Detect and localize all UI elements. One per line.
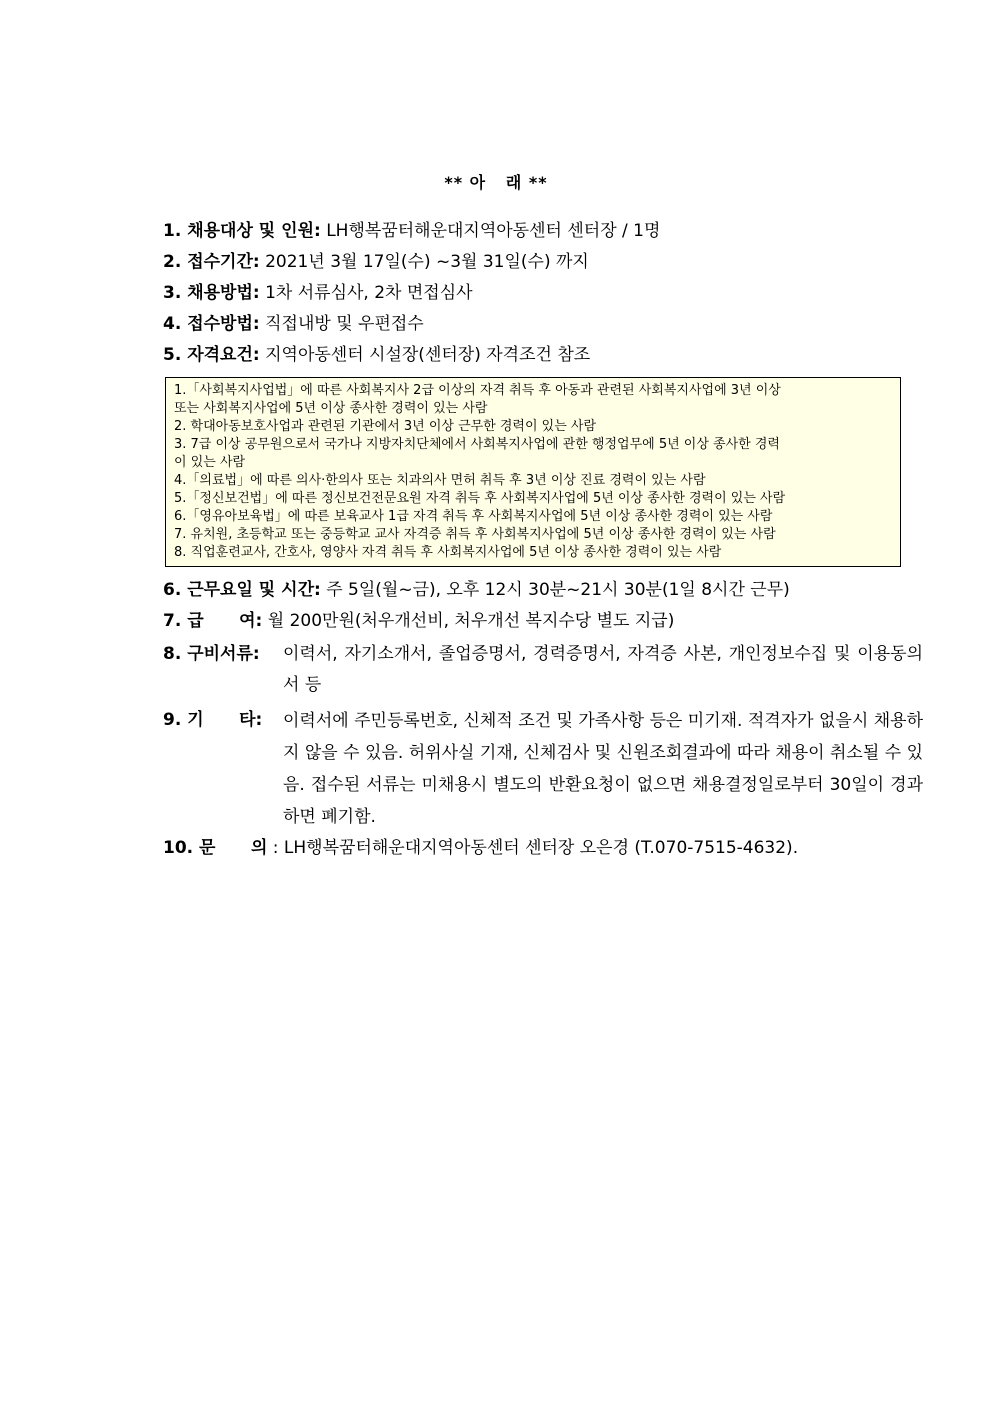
item-value: 주 5일(월~금), 오후 12시 30분~21시 30분(1일 8시간 근무) — [320, 580, 790, 600]
qualification-line: 3. 7급 이상 공무원으로서 국가나 지방자치단체에서 사회복지사업에 관한 행정업무에 5년 이상 종사한 경력 — [174, 437, 780, 452]
item-work-schedule — [163, 575, 923, 606]
qualification-line: 또는 사회복지사업에 5년 이상 종사한 경력이 있는 사람 — [174, 401, 488, 416]
qualification-line: 7. 유치원, 초등학교 또는 중등학교 교사 자격증 취득 후 사회복지사업에 5년 이상 종사한 경력이 있는 사람 — [174, 527, 776, 542]
qualification-line: 이 있는 사람 — [174, 455, 246, 470]
item-value: 지역아동센터 시설장(센터장) 자격조건 참조 — [259, 345, 591, 365]
item-label: 6. 근무요일 및 시간: — [163, 580, 321, 600]
item-value: 2021년 3월 17일(수) ~3월 31일(수) 까지 — [259, 252, 589, 272]
qualification-line: 4.「의료법」에 따른 의사·한의사 또는 치과의사 면허 취득 후 3년 이상 진료 경력이 있는 사람 — [174, 473, 706, 488]
item-value: 직접내방 및 우편접수 — [259, 314, 424, 334]
qualification-box — [165, 377, 901, 567]
notice-heading: ** 아 래 ** — [444, 173, 548, 192]
item-value: 1차 서류심사, 2차 면접심사 — [259, 283, 473, 303]
item-recruit-target — [163, 216, 923, 247]
item-label: 2. 접수기간: — [163, 252, 260, 272]
item-label: 3. 채용방법: — [163, 283, 260, 303]
item-submission-method — [163, 309, 923, 340]
item-value: 월 200만원(처우개선비, 처우개선 복지수당 별도 지급) — [262, 611, 675, 631]
item-label: 8. 구비서류: — [163, 644, 260, 664]
recruitment-details — [163, 216, 923, 864]
item-required-documents — [163, 639, 923, 701]
item-label: 4. 접수방법: — [163, 314, 260, 334]
item-label: 5. 자격요건: — [163, 345, 260, 365]
item-label: 9. 기 타: — [163, 710, 263, 730]
item-value: LH행복꿈터해운대지역아동센터 센터장 / 1명 — [320, 221, 661, 241]
item-label: 1. 채용대상 및 인원: — [163, 221, 321, 241]
item-recruit-method — [163, 278, 923, 309]
qualification-line: 2. 학대아동보호사업과 관련된 기관에서 3년 이상 근무한 경력이 있는 사람 — [174, 419, 597, 434]
qualification-line: 6.「영유아보육법」에 따른 보육교사 1급 자격 취득 후 사회복지사업에 5년 이상 종사한 경력이 있는 사람 — [174, 509, 773, 524]
item-contact — [163, 833, 923, 864]
qualification-line: 1.「사회복지사업법」에 따른 사회복지사 2급 이상의 자격 취득 후 아동과 관련된 사회복지사업에 3년 이상 — [174, 383, 781, 398]
item-application-period — [163, 247, 923, 278]
item-value: : LH행복꿈터해운대지역아동센터 센터장 오은경 (T.070-7515-4632). — [267, 838, 799, 858]
item-salary — [163, 606, 923, 637]
item-value: 이력서에 주민등록번호, 신체적 조건 및 가족사항 등은 미기재. 적격자가 없을시 채용하지 않을 수 있음. 허위사실 기재, 신체검사 및 신원조회결과에 따라 채용이 취소될 수 있음. 접수된 서류는 미채용시 별도의 반환요청이 없으면 채용결정일로부터 30일이 경과하면 폐기함. — [283, 711, 923, 827]
item-etc — [163, 705, 923, 833]
item-qualifications — [163, 340, 923, 371]
qualification-line: 5.「정신보건법」에 따른 정신보건전문요원 자격 취득 후 사회복지사업에 5년 이상 종사한 경력이 있는 사람 — [174, 491, 786, 506]
item-label: 10. 문 의 — [163, 838, 268, 858]
item-value: 이력서, 자기소개서, 졸업증명서, 경력증명서, 자격증 사본, 개인정보수집 및 이용동의서 등 — [283, 644, 923, 695]
item-label: 7. 급 여: — [163, 611, 263, 631]
qualification-line: 8. 직업훈련교사, 간호사, 영양사 자격 취득 후 사회복지사업에 5년 이상 종사한 경력이 있는 사람 — [174, 545, 722, 560]
